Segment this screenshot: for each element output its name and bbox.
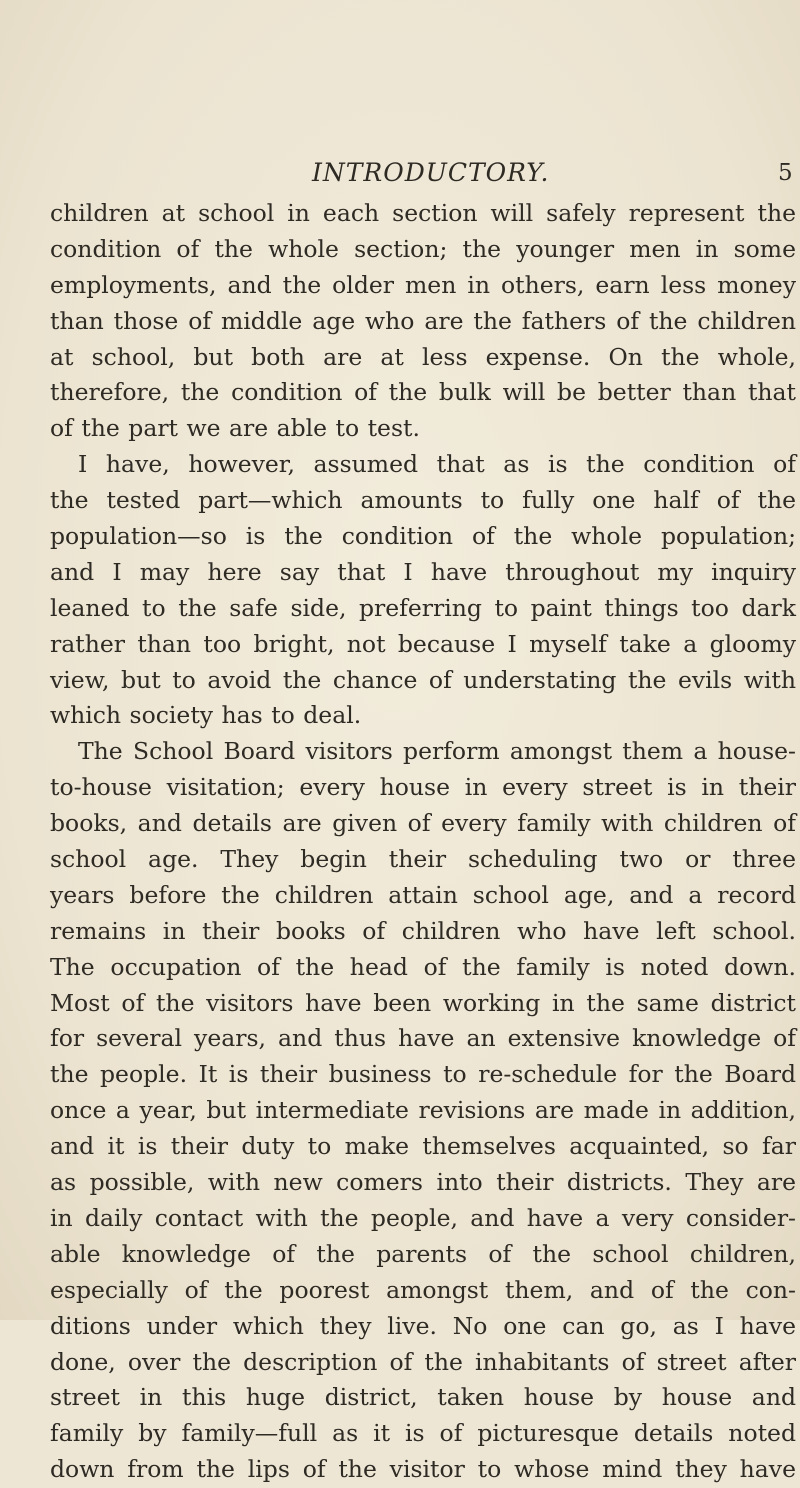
- text-line: ditions under which they live. No one can go, as I have: [50, 1311, 796, 1340]
- text-line: and it is their duty to make themselves acquainted, so far: [50, 1132, 796, 1161]
- text-line: children at school in each section will safely represent the: [50, 199, 796, 227]
- text-line: leaned to the safe side, preferring to paint things too dark: [50, 593, 796, 622]
- page-header: [0, 158, 800, 192]
- text-line: street in this huge district, taken house by house and: [50, 1383, 796, 1412]
- text-line: in daily contact with the people, and have a very consider-: [50, 1203, 796, 1232]
- text-line: condition of the whole section; the younger men in some: [50, 234, 796, 263]
- text-line: of the part we are able to test.: [50, 414, 420, 443]
- text-line: to-house visitation; every house in every street is in their: [50, 773, 796, 802]
- text-line: the people. It is their business to re-schedule for the Board: [50, 1060, 796, 1089]
- text-line: years before the children attain school age, and a record: [50, 880, 796, 909]
- running-head: INTRODUCTORY.: [312, 158, 550, 187]
- text-line: The occupation of the head of the family is noted down.: [50, 952, 796, 981]
- text-line: at school, but both are at less expense. On the whole,: [50, 342, 796, 371]
- body-text: [50, 196, 796, 1488]
- paragraph-start-line: The School Board visitors perform amongst them a house-: [78, 737, 796, 766]
- text-line: Most of the visitors have been working in the same district: [50, 988, 796, 1017]
- text-line: school age. They begin their scheduling two or three: [50, 845, 796, 874]
- text-line: and I may here say that I have throughout my inquiry: [50, 557, 796, 586]
- text-line: remains in their books of children who have left school.: [50, 916, 796, 945]
- text-line: population—so is the condition of the whole population;: [50, 522, 796, 551]
- text-line: than those of middle age who are the fathers of the children: [50, 306, 796, 335]
- text-line: employments, and the older men in others, earn less money: [50, 270, 796, 299]
- text-line: which society has to deal.: [50, 701, 362, 730]
- text-line: the tested part—which amounts to fully one half of the: [50, 486, 796, 515]
- text-line: for several years, and thus have an extensive knowledge of: [50, 1024, 796, 1053]
- text-line: once a year, but intermediate revisions are made in addition,: [50, 1096, 796, 1125]
- text-line: able knowledge of the parents of the school children,: [50, 1239, 796, 1268]
- text-line: rather than too bright, not because I myself take a gloomy: [50, 629, 796, 658]
- text-line: books, and details are given of every family with children of: [50, 809, 796, 838]
- text-line: therefore, the condition of the bulk will be better than that: [50, 378, 796, 407]
- text-line: as possible, with new comers into their districts. They are: [50, 1168, 796, 1197]
- text-line: done, over the description of the inhabitants of street after: [50, 1347, 796, 1376]
- text-line: view, but to avoid the chance of understating the evils with: [50, 665, 796, 694]
- text-line: down from the lips of the visitor to whose mind they have: [50, 1455, 796, 1484]
- page-number: 5: [778, 160, 793, 186]
- text-line: especially of the poorest amongst them, and of the con-: [50, 1275, 796, 1304]
- text-line: family by family—full as it is of picturesque details noted: [50, 1419, 796, 1448]
- paragraph-start-line: I have, however, assumed that as is the condition of: [78, 450, 796, 479]
